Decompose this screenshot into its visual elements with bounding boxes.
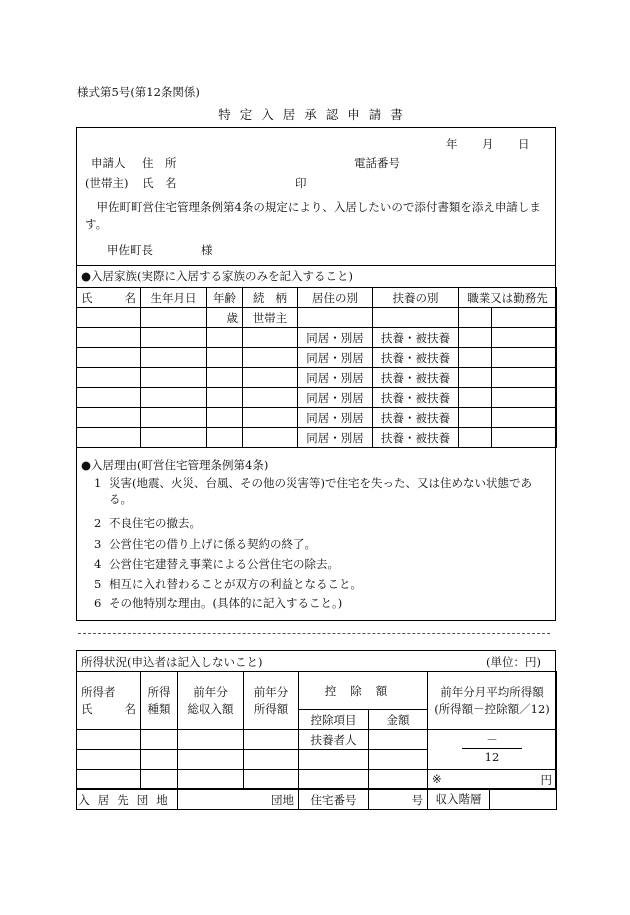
addressee-name: 甲佐町長	[107, 243, 153, 257]
family-age-cell: 歳	[207, 308, 243, 328]
address-label-1: 住	[142, 156, 154, 170]
family-row	[77, 428, 557, 448]
header-support: 扶養の別	[373, 288, 459, 308]
residence-option[interactable]: 同居・別居	[298, 368, 373, 388]
phone-label: 電話番号	[354, 156, 400, 170]
date-year: 年	[446, 137, 458, 151]
cut-line	[78, 633, 550, 634]
date-day: 日	[518, 137, 530, 151]
addressee-honorific: 様	[201, 243, 213, 257]
reason-text: 相互に入れ替わることが双方の利益となること。	[109, 577, 362, 591]
support-option[interactable]: 扶養・被扶養	[373, 348, 459, 368]
income-heading: 所得状況(申込者は記入しないこと)	[81, 655, 263, 669]
header-deduction: 控除額	[299, 672, 428, 710]
support-option[interactable]: 扶養・被扶養	[373, 408, 459, 428]
dependents-label: 扶養者人	[299, 730, 369, 750]
income-row	[77, 730, 557, 750]
income-box	[76, 650, 556, 807]
house-number-unit: 号	[369, 790, 428, 810]
house-number-label: 住宅番号	[299, 790, 369, 810]
complex-label: 入居先団地	[77, 790, 178, 810]
family-row	[77, 328, 557, 348]
seal-mark: 印	[295, 176, 307, 190]
header-relation: 続 柄	[243, 288, 298, 308]
income-unit: (単位：円)	[486, 655, 541, 669]
reason-text: 災害(地震、火災、台風、その他の災害等)で住宅を失った、又は住めない状態である。	[109, 476, 532, 506]
family-heading: ●入居家族(実際に入居する家族のみを記入すること)	[81, 269, 354, 283]
family-header-row	[77, 288, 557, 308]
reason-item	[87, 576, 547, 592]
family-row	[77, 308, 557, 328]
application-statement: 甲佐町町営住宅管理条例第4条の規定により、入居したいので添付書類を添え申請します。	[85, 200, 541, 231]
header-birthdate: 生年月日	[141, 288, 207, 308]
residence-option[interactable]: 同居・別居	[298, 408, 373, 428]
family-name-cell[interactable]	[77, 308, 141, 328]
header-age: 年齢	[207, 288, 243, 308]
header-monthly-average: 前年分月平均所得額 (所得額－控除額／12)	[428, 672, 557, 730]
family-row	[77, 388, 557, 408]
header-deduction-item: 控除項目	[299, 710, 369, 730]
fraction-numerator: －	[486, 733, 498, 747]
residence-option[interactable]: 同居・別居	[298, 388, 373, 408]
support-option[interactable]: 扶養・被扶養	[373, 368, 459, 388]
family-residence-cell[interactable]	[298, 308, 373, 328]
gross-cell[interactable]	[178, 730, 244, 750]
reason-item	[87, 595, 547, 611]
support-option[interactable]: 扶養・被扶養	[373, 428, 459, 448]
earner-cell[interactable]	[77, 730, 141, 750]
applicant-label: 申請人	[91, 156, 126, 170]
type-cell[interactable]	[141, 730, 178, 750]
reasons-heading: ●入居理由(町営住宅管理条例第4条)	[81, 458, 269, 472]
householder-label: (世帯主)	[85, 176, 129, 190]
header-name: 氏 名	[77, 288, 141, 308]
family-row	[77, 348, 557, 368]
footer-row	[77, 790, 557, 810]
income-bracket-label: 収入階層	[428, 790, 490, 809]
header-occupation: 職業又は勤務先	[459, 288, 557, 308]
family-workplace-cell[interactable]	[492, 308, 557, 328]
family-table	[76, 287, 557, 448]
form-label: 様式第5号(第12条関係)	[77, 85, 200, 99]
header-deduction-amount: 金額	[369, 710, 428, 730]
header-earner: 所得者 氏 名	[77, 672, 141, 730]
family-row	[77, 368, 557, 388]
family-relation-cell: 世帯主	[243, 308, 298, 328]
reason-item	[87, 475, 547, 507]
income-cell[interactable]	[244, 730, 299, 750]
reason-text: その他特別な理由。(具体的に記入すること。)	[109, 596, 343, 610]
header-residence: 居住の別	[298, 288, 373, 308]
complex-unit: 団地	[178, 790, 299, 810]
family-support-cell[interactable]	[373, 308, 459, 328]
address-label-2: 所	[165, 156, 177, 170]
date-month: 月	[482, 137, 494, 151]
reason-text: 公営住宅建替え事業による公営住宅の除去。	[109, 557, 339, 571]
income-table	[76, 671, 557, 810]
family-birthdate-cell[interactable]	[141, 308, 207, 328]
residence-option[interactable]: 同居・別居	[298, 328, 373, 348]
header-income-amount: 前年分 所得額	[244, 672, 299, 730]
reason-number: 5	[94, 577, 102, 591]
application-box	[76, 127, 556, 621]
deduction-amount-cell[interactable]	[369, 730, 428, 750]
fraction-denominator: 12	[484, 750, 500, 764]
reason-number: 1	[94, 476, 102, 490]
family-row	[77, 408, 557, 428]
reason-number: 6	[94, 596, 102, 610]
document-title: 特定入居承認申請書	[218, 107, 412, 122]
reason-item	[87, 515, 547, 531]
average-fraction	[428, 730, 557, 770]
support-option[interactable]: 扶養・被扶養	[373, 388, 459, 408]
income-row	[77, 770, 557, 790]
reason-item	[87, 556, 547, 572]
residence-option[interactable]: 同居・別居	[298, 428, 373, 448]
reason-number: 3	[94, 537, 102, 551]
support-option[interactable]: 扶養・被扶養	[373, 328, 459, 348]
name-label-1: 氏	[142, 176, 154, 190]
residence-option[interactable]: 同居・別居	[298, 348, 373, 368]
reason-text: 公営住宅の借り上げに係る契約の終了。	[109, 537, 316, 551]
name-label-2: 名	[165, 176, 177, 190]
header-income-type: 所得 種類	[141, 672, 178, 730]
average-amount-cell[interactable]: ※ 円	[428, 770, 557, 790]
income-bracket-cell	[428, 790, 557, 810]
income-bracket-value[interactable]	[490, 790, 556, 809]
income-header-row	[77, 672, 557, 710]
reason-number: 2	[94, 516, 102, 530]
reason-text: 不良住宅の撤去。	[109, 516, 201, 530]
reason-number: 4	[94, 557, 102, 571]
reason-item	[87, 536, 547, 552]
family-occupation-cell[interactable]	[459, 308, 492, 328]
header-gross: 前年分 総収入額	[178, 672, 244, 730]
